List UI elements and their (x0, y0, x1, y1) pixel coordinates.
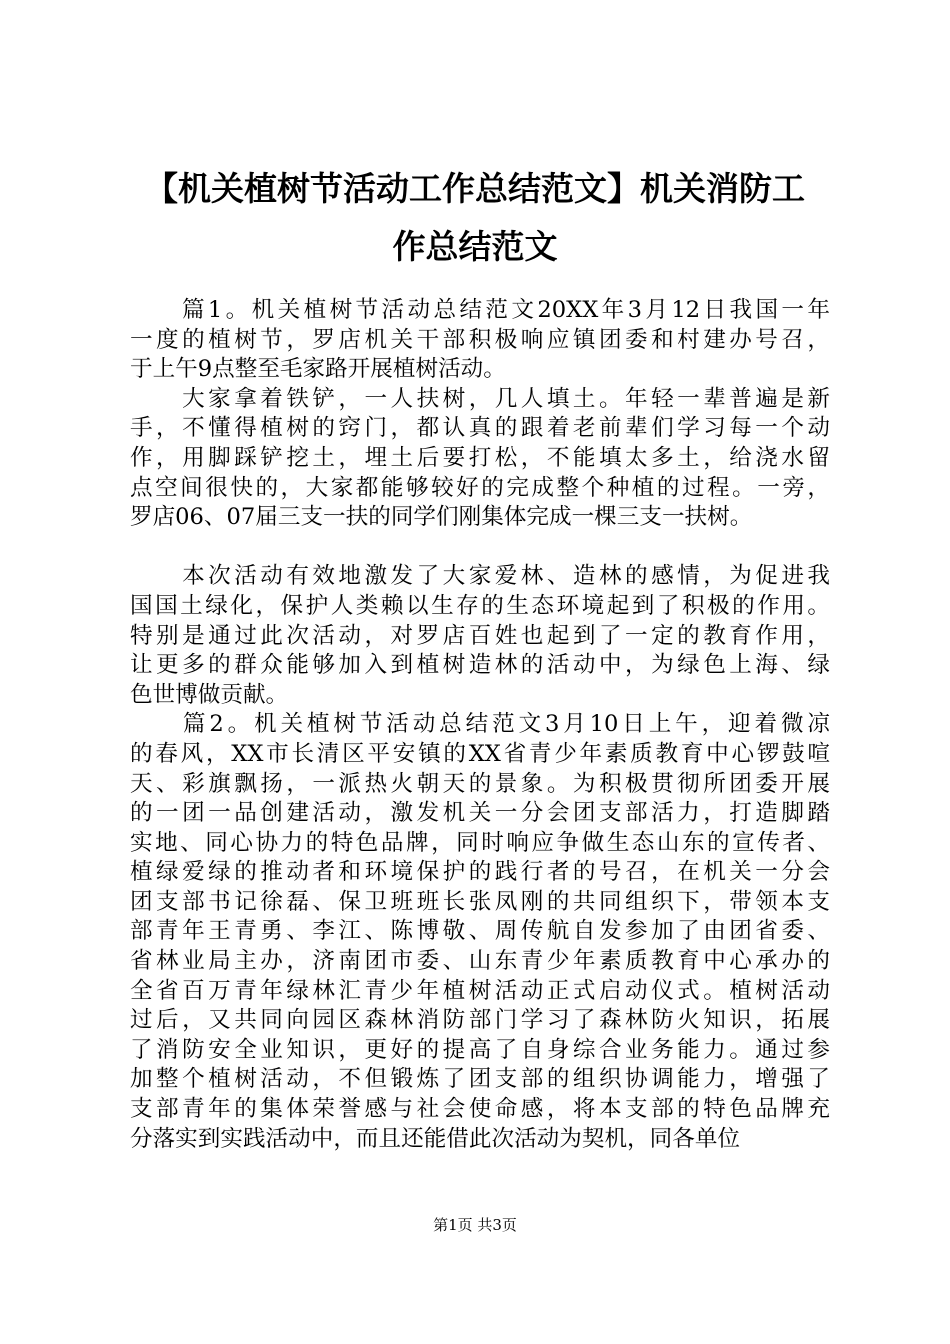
page-footer: 第1页 共3页 (433, 1216, 517, 1234)
paragraph-line: 篇1。机关植树节活动总结范文20XX年3月12日我国一年 (130, 297, 830, 323)
paragraph-line: 天、彩旗飘扬，一派热火朝天的景象。为积极贯彻所团委开展 (130, 770, 830, 797)
paragraph-line: 的一团一品创建活动，激发机关一分会团支部活力，打造脚踏 (130, 800, 830, 827)
paragraph-line: 罗店06、07届三支一扶的同学们刚集体完成一棵三支一扶树。 (130, 504, 753, 531)
paragraph (130, 296, 830, 385)
paragraph-line: 省林业局主办，济南团市委、山东青少年素质教育中心承办的 (130, 948, 830, 975)
paragraph-line: 分落实到实践活动中，而且还能借此次活动为契机，同各单位 (130, 1125, 741, 1152)
paragraph-line: 特别是通过此次活动，对罗店百姓也起到了一定的教育作用， (130, 622, 830, 649)
document-body (130, 296, 830, 1154)
paragraph-line: 实地、同心协力的特色品牌，同时响应争做生态山东的宣传者、 (130, 829, 830, 856)
paragraph-line: 让更多的群众能够加入到植树造林的活动中，为绿色上海、绿 (130, 652, 830, 679)
paragraph-line: 全省百万青年绿林汇青少年植树活动正式启动仪式。植树活动 (130, 977, 830, 1004)
paragraph-line: 手，不懂得植树的窍门，都认真的跟着老前辈们学习每一个动 (130, 415, 830, 442)
paragraph-line: 一度的植树节，罗店机关干部积极响应镇团委和村建办号召， (130, 326, 830, 353)
paragraph (130, 533, 830, 563)
paragraph-line: 的春风，XX市长清区平安镇的XX省青少年素质教育中心锣鼓喧 (130, 740, 830, 767)
paragraph-line: 支部青年的集体荣誉感与社会使命感，将本支部的特色品牌充 (130, 1096, 830, 1123)
paragraph-line: 国国土绿化，保护人类赖以生存的生态环境起到了积极的作用。 (130, 592, 830, 619)
paragraph-line: 加整个植树活动，不但锻炼了团支部的组织协调能力，增强了 (130, 1066, 830, 1093)
paragraph-line: 大家拿着铁铲，一人扶树，几人填土。年轻一辈普遍是新 (130, 385, 830, 412)
paragraph-line: 篇2。机关植树节活动总结范文3月10日上午，迎着微凉 (130, 711, 830, 738)
paragraph-line: 于上午9点整至毛家路开展植树活动。 (130, 356, 506, 383)
paragraph-line: 作，用脚踩铲挖土，埋土后要打松，不能填太多土，给浇水留 (130, 444, 830, 471)
paragraph-line: 点空间很快的，大家都能够较好的完成整个种植的过程。一旁， (130, 474, 830, 501)
paragraph-line: 过后，又共同向园区森林消防部门学习了森林防火知识，拓展 (130, 1007, 830, 1034)
paragraph (130, 385, 830, 533)
paragraph-line: 部青年王青勇、李江、陈博敬、周传航自发参加了由团省委、 (130, 918, 830, 945)
paragraph (130, 710, 830, 1154)
title-line-2: 作总结范文 (392, 227, 558, 266)
paragraph-line: 团支部书记徐磊、保卫班班长张凤刚的共同组织下，带领本支 (130, 888, 830, 915)
document-title (110, 160, 840, 276)
paragraph-line: 植绿爱绿的推动者和环境保护的践行者的号召，在机关一分会 (130, 859, 830, 886)
paragraph-line: 了消防安全业知识，更好的提高了自身综合业务能力。通过参 (130, 1036, 830, 1063)
paragraph-line: 本次活动有效地激发了大家爱林、造林的感情，为促进我 (130, 563, 830, 590)
title-line-1: 【机关植树节活动工作总结范文】机关消防工 (145, 169, 805, 208)
paragraph (130, 562, 830, 710)
paragraph-line: 色世博做贡献。 (130, 681, 289, 708)
